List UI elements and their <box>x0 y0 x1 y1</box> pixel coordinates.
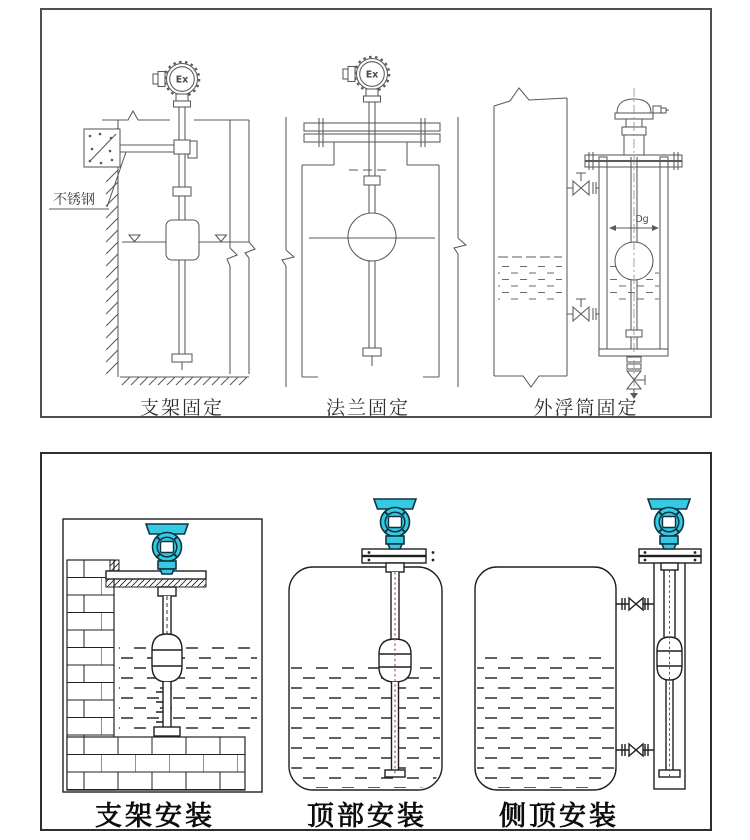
transmitter-head-icon <box>374 499 416 549</box>
tank-liquid <box>498 261 562 305</box>
caption-bracket-fixing: 支架固定 <box>139 397 225 419</box>
figure-flange-fixing <box>282 57 466 387</box>
installation-drawing <box>42 454 710 829</box>
lower-valve-icon <box>616 744 654 756</box>
installation-panel <box>40 452 712 831</box>
float-ball <box>348 213 396 261</box>
float-body <box>152 634 182 682</box>
tank-liquid <box>477 657 614 788</box>
figure-bracket-install <box>63 519 262 792</box>
caption-top-install: 顶部安装 <box>307 801 427 832</box>
float-body <box>166 220 199 260</box>
flange-plate <box>304 123 440 131</box>
transmitter-head-icon <box>648 499 690 549</box>
ex-marking-label: Ex <box>365 69 379 81</box>
brick-floor <box>67 737 245 790</box>
figure-external-chamber-fixing <box>494 88 682 399</box>
figure-bracket-fixing <box>49 62 255 385</box>
caption-bracket-install: 支架安装 <box>95 801 215 832</box>
tank-liquid <box>291 659 440 788</box>
caption-flange-fixing: 法兰固定 <box>325 397 411 419</box>
stem-clamp <box>174 140 190 154</box>
caption-side-top-install: 侧顶安装 <box>499 801 619 832</box>
fixing-methods-drawing <box>42 10 710 416</box>
lower-valve-icon <box>567 299 599 321</box>
flange-plate <box>362 549 426 556</box>
caption-external-chamber-fixing: 外浮筒固定 <box>533 397 639 419</box>
ex-marking-label: Ex <box>175 74 189 86</box>
material-note-label: 不锈钢 <box>53 192 95 208</box>
dimension-label: Dg <box>635 214 649 225</box>
fixing-methods-panel <box>40 8 712 418</box>
tank-liquid <box>119 647 257 737</box>
transmitter-head-icon <box>146 524 188 574</box>
figure-side-top-install <box>475 499 701 790</box>
flange-plate <box>639 549 701 556</box>
chamber-wall <box>599 157 607 349</box>
figure-top-install <box>289 499 442 790</box>
upper-valve-icon <box>567 173 599 195</box>
ground-hatch <box>122 377 247 385</box>
shelf-plate <box>106 571 206 579</box>
upper-valve-icon <box>616 598 654 610</box>
